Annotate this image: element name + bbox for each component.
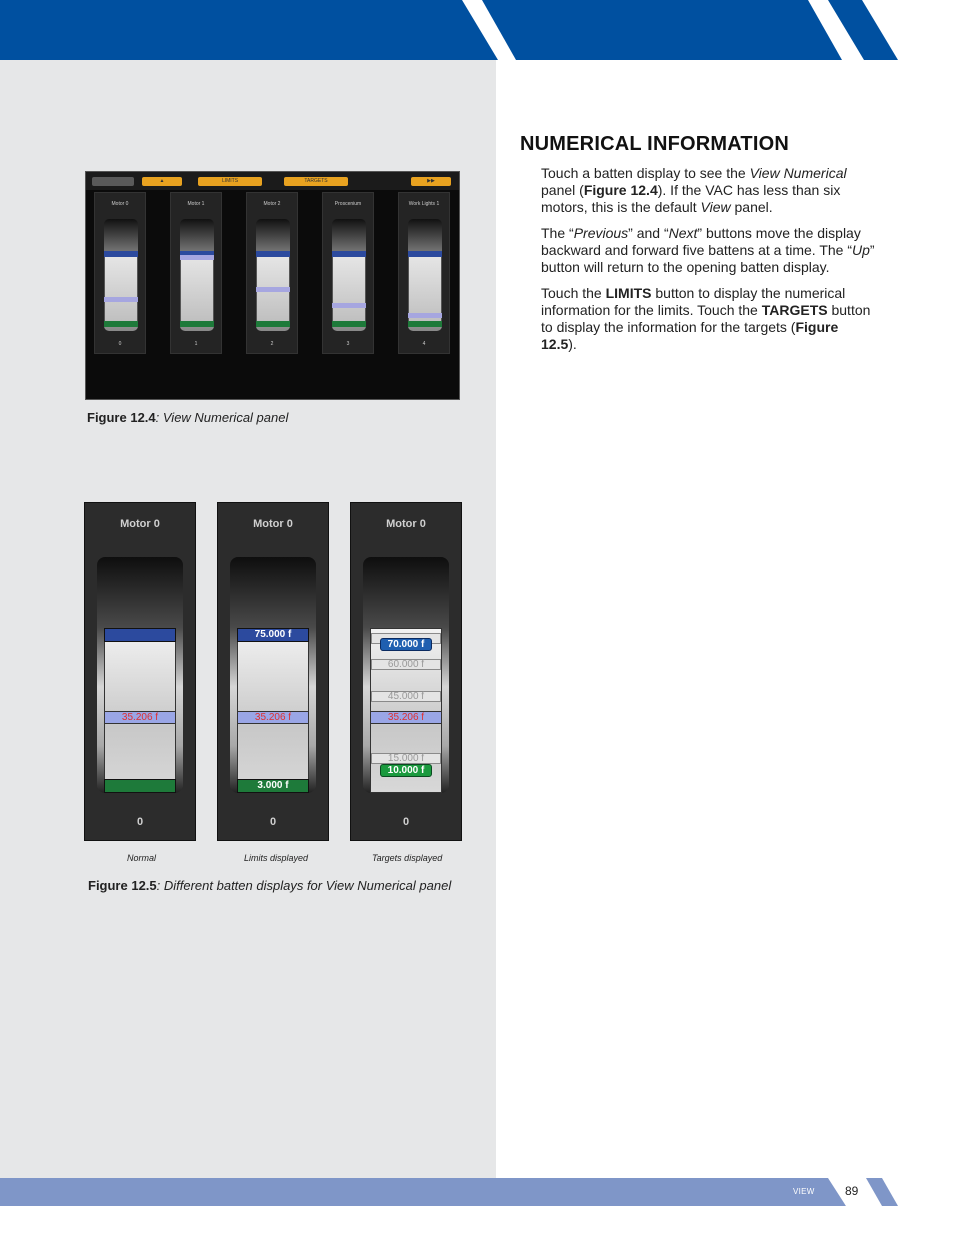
target-readout: 60.000 f bbox=[371, 659, 441, 670]
target-readout: 45.000 f bbox=[371, 691, 441, 702]
targets-label: Targets displayed bbox=[372, 853, 443, 863]
batten-targets bbox=[350, 502, 462, 841]
position-marker bbox=[180, 255, 214, 260]
batten-motor-1[interactable] bbox=[170, 192, 222, 354]
figure-12-4-caption: Figure 12.4: View Numerical panel bbox=[87, 410, 289, 425]
batten-name: Motor 2 bbox=[263, 201, 281, 207]
position-marker bbox=[256, 287, 290, 292]
position-readout: 35.206 f bbox=[104, 711, 176, 724]
targets-button[interactable]: TARGETS bbox=[284, 177, 348, 186]
target-readout: 70.000 f bbox=[380, 638, 432, 651]
batten-motor-2[interactable] bbox=[246, 192, 298, 354]
target-readout: 15.000 f bbox=[371, 753, 441, 764]
view-numerical-panel-screenshot bbox=[85, 171, 460, 400]
footer-section-name: VIEW bbox=[793, 1187, 815, 1196]
upper-limit-bar bbox=[104, 628, 176, 642]
batten-number: 0 bbox=[269, 816, 277, 828]
batten-proscenium[interactable] bbox=[322, 192, 374, 354]
batten-name: Motor 0 bbox=[111, 201, 129, 207]
batten-number: 0 bbox=[118, 341, 122, 347]
paragraph-2: The “Previous” and “Next” buttons move the display backward and forward five battens at a time. The “Up” button will return to the opening batten display. bbox=[541, 225, 875, 275]
paragraph-3: Touch the LIMITS button to display the numerical information for the limits. Touch the TARGETS button to display the information for the targets (Figure 12.5). bbox=[541, 285, 871, 352]
batten-number: 1 bbox=[194, 341, 198, 347]
panel-toolbar bbox=[86, 172, 459, 190]
target-readout: 10.000 f bbox=[380, 764, 432, 777]
batten-number: 0 bbox=[136, 816, 144, 828]
page-number: 89 bbox=[845, 1184, 859, 1198]
batten-number: 2 bbox=[270, 341, 274, 347]
batten-work-lights-1[interactable] bbox=[398, 192, 450, 354]
position-marker bbox=[408, 313, 442, 318]
lower-limit-readout: 3.000 f bbox=[237, 779, 309, 793]
batten-name: Proscenium bbox=[334, 201, 362, 207]
batten-name: Motor 1 bbox=[187, 201, 205, 207]
position-readout: 35.206 f bbox=[370, 711, 442, 724]
batten-number: 4 bbox=[422, 341, 426, 347]
section-title: NUMERICAL INFORMATION bbox=[520, 133, 789, 155]
figure-12-5-caption: Figure 12.5: Different batten displays for View Numerical panel bbox=[88, 878, 452, 893]
limits-button[interactable]: LIMITS bbox=[198, 177, 262, 186]
batten-motor-0[interactable] bbox=[94, 192, 146, 354]
limits-label: Limits displayed bbox=[244, 853, 309, 863]
header-band bbox=[0, 0, 954, 60]
next-button[interactable]: ▶▶ bbox=[411, 177, 451, 186]
up-button[interactable]: ▲ bbox=[142, 177, 182, 186]
batten-name: Motor 0 bbox=[253, 518, 293, 530]
batten-name: Work Lights 1 bbox=[408, 201, 440, 207]
normal-label: Normal bbox=[127, 853, 157, 863]
lower-limit-bar bbox=[104, 779, 176, 793]
batten-number: 0 bbox=[402, 816, 410, 828]
batten-normal bbox=[84, 502, 196, 841]
batten-number: 3 bbox=[346, 341, 350, 347]
position-marker bbox=[104, 297, 138, 302]
batten-name: Motor 0 bbox=[120, 518, 160, 530]
batten-limits bbox=[217, 502, 329, 841]
previous-button[interactable] bbox=[92, 177, 134, 186]
batten-name: Motor 0 bbox=[386, 518, 426, 530]
position-marker bbox=[332, 303, 366, 308]
position-readout: 35.206 f bbox=[237, 711, 309, 724]
upper-limit-readout: 75.000 f bbox=[237, 628, 309, 642]
paragraph-1: Touch a batten display to see the View Numerical panel (Figure 12.4). If the VAC has less than six motors, this is the default View panel. bbox=[541, 165, 847, 215]
